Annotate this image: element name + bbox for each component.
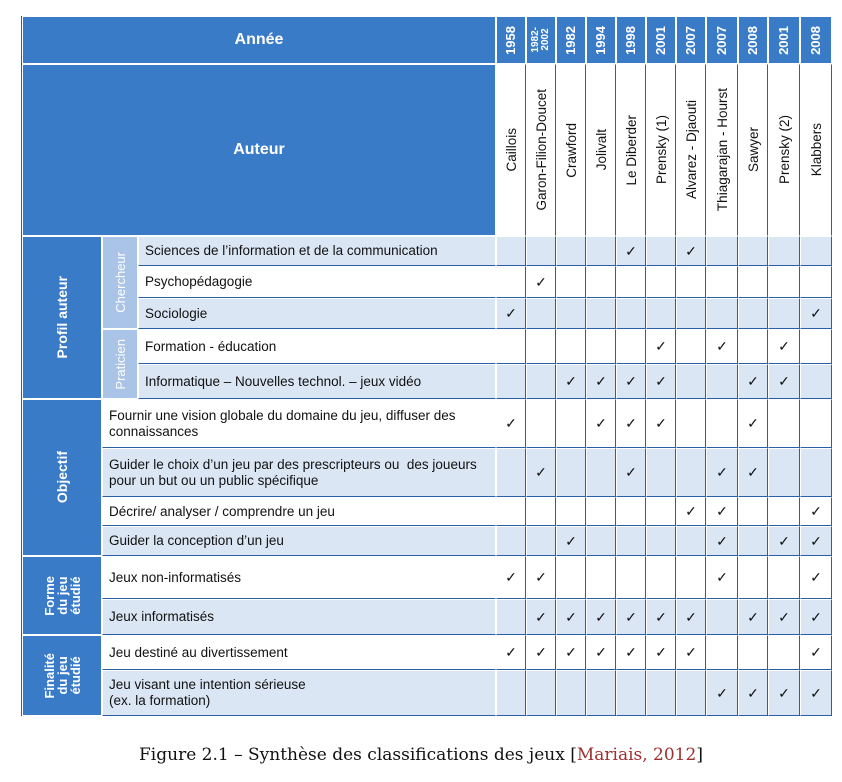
row-label-text: Fournir une vision globale du domaine du jeu, diffuser des connaissances [109, 407, 460, 439]
check-cell [706, 599, 738, 635]
author-column-header [768, 64, 800, 236]
check-cell [800, 526, 832, 556]
checkmark-icon: ✓ [655, 338, 667, 354]
checkmark-icon: ✓ [595, 415, 607, 431]
checkmark-icon: ✓ [535, 569, 547, 585]
check-cell [676, 635, 706, 670]
check-cell [586, 266, 616, 298]
check-cell [616, 448, 646, 497]
check-cell [768, 599, 800, 635]
check-cell [738, 399, 768, 448]
check-cell [586, 670, 616, 716]
checkmark-icon: ✓ [565, 608, 577, 625]
check-cell [738, 298, 768, 329]
row-label-text: Informatique – Nouvelles technol. – jeux vidéo [145, 373, 422, 389]
year-cell [616, 16, 646, 64]
check-cell [646, 599, 676, 635]
check-cell [496, 497, 526, 526]
row-label-text: Jeux non-informatisés [109, 569, 242, 585]
check-cell [586, 526, 616, 556]
checkmark-icon: ✓ [716, 684, 728, 701]
check-cell [738, 599, 768, 635]
check-cell [556, 635, 586, 670]
group-objectif-text: Objectif [53, 451, 70, 504]
year-text: 1958 [503, 25, 518, 55]
check-cell [556, 556, 586, 599]
checkmark-icon: ✓ [565, 532, 577, 549]
checkmark-icon: ✓ [565, 373, 577, 389]
checkmark-icon: ✓ [716, 338, 728, 354]
checkmark-icon: ✓ [535, 644, 547, 660]
author-name: Alvarez - Djaouti [683, 100, 699, 200]
figure-caption [0, 745, 842, 765]
caption-end: ] [696, 745, 703, 765]
year-text: 1982 [563, 25, 578, 55]
check-cell [800, 448, 832, 497]
check-cell [526, 329, 556, 364]
author-column-header [586, 64, 616, 236]
check-cell [676, 399, 706, 448]
year-header-label [22, 16, 496, 64]
check-cell [616, 364, 646, 399]
checkmark-icon: ✓ [655, 608, 667, 625]
author-name: Crawford [563, 122, 579, 178]
check-cell [706, 266, 738, 298]
check-cell [496, 329, 526, 364]
check-cell [706, 298, 738, 329]
row-label [102, 399, 496, 448]
checkmark-icon: ✓ [595, 644, 607, 660]
checkmark-icon: ✓ [505, 569, 517, 585]
check-cell [496, 236, 526, 266]
author-column-header [496, 64, 526, 236]
row-label [138, 364, 496, 399]
check-cell [616, 670, 646, 716]
author-name: Le Diberder [623, 114, 639, 186]
check-cell [738, 497, 768, 526]
year-cell [676, 16, 706, 64]
author-column-header [706, 64, 738, 236]
checkmark-icon: ✓ [747, 684, 759, 701]
year-cell [556, 16, 586, 64]
check-cell [616, 266, 646, 298]
year-text: 2007 [714, 25, 729, 55]
checkmark-icon: ✓ [810, 503, 822, 519]
check-cell [586, 497, 616, 526]
checkmark-icon: ✓ [625, 644, 637, 660]
check-cell [556, 670, 586, 716]
author-header-label [22, 64, 496, 236]
check-cell [496, 670, 526, 716]
check-cell [526, 670, 556, 716]
checkmark-icon: ✓ [505, 644, 517, 660]
checkmark-icon: ✓ [535, 273, 547, 290]
author-name: Garon-Filion-Doucet [533, 89, 549, 211]
check-cell [738, 364, 768, 399]
author-column-header [526, 64, 556, 236]
check-cell [646, 329, 676, 364]
checkmark-icon: ✓ [625, 608, 637, 625]
check-cell [646, 448, 676, 497]
check-cell [496, 635, 526, 670]
check-cell [800, 298, 832, 329]
check-cell [496, 448, 526, 497]
row-label-text: Jeux informatisés [109, 609, 215, 624]
author-name: Caillois [503, 128, 519, 172]
check-cell [496, 399, 526, 448]
year-text: 2001 [653, 25, 668, 55]
checkmark-icon: ✓ [655, 373, 667, 389]
row-label [138, 236, 496, 266]
check-cell [526, 556, 556, 599]
year-text: 1982- 2002 [530, 27, 551, 53]
check-cell [800, 670, 832, 716]
check-cell [676, 236, 706, 266]
check-cell [706, 526, 738, 556]
author-name: Prensky (2) [776, 115, 792, 185]
check-cell [526, 599, 556, 635]
check-cell [676, 448, 706, 497]
check-cell [738, 526, 768, 556]
check-cell [616, 329, 646, 364]
author-column-header [556, 64, 586, 236]
check-cell [496, 599, 526, 635]
check-cell [616, 635, 646, 670]
checkmark-icon: ✓ [810, 608, 822, 625]
checkmark-icon: ✓ [716, 532, 728, 549]
check-cell [706, 670, 738, 716]
check-cell [676, 298, 706, 329]
check-cell [616, 526, 646, 556]
check-cell [616, 298, 646, 329]
checkmark-icon: ✓ [535, 464, 547, 480]
year-text: 1998 [623, 25, 638, 55]
check-cell [616, 399, 646, 448]
row-label-text: Sociologie [145, 305, 208, 321]
subgroup-chercheur-text: Chercheur [112, 252, 128, 313]
check-cell [738, 236, 768, 266]
row-label [138, 329, 496, 364]
check-cell [586, 399, 616, 448]
check-cell [676, 266, 706, 298]
check-cell [646, 364, 676, 399]
year-text: 2001 [776, 25, 791, 55]
checkmark-icon: ✓ [685, 242, 697, 259]
check-cell [526, 236, 556, 266]
checkmark-icon: ✓ [716, 569, 728, 585]
check-cell [768, 670, 800, 716]
row-label [102, 599, 496, 635]
check-cell [526, 364, 556, 399]
check-cell [768, 448, 800, 497]
year-cell [496, 16, 526, 64]
year-text: 2008 [745, 25, 760, 55]
checkmark-icon: ✓ [716, 503, 728, 519]
check-cell [526, 266, 556, 298]
check-cell [496, 556, 526, 599]
author-column-header [616, 64, 646, 236]
check-cell [616, 497, 646, 526]
check-cell [556, 399, 586, 448]
checkmark-icon: ✓ [747, 464, 759, 480]
year-cell [526, 16, 556, 64]
group-profil-auteur-text: Profil auteur [53, 276, 70, 359]
check-cell [676, 329, 706, 364]
year-header-text: Année [234, 31, 284, 48]
check-cell [646, 266, 676, 298]
check-cell [646, 497, 676, 526]
check-cell [586, 556, 616, 599]
check-cell [768, 497, 800, 526]
year-cell [646, 16, 676, 64]
author-name: Klabbers [808, 123, 824, 177]
check-cell [586, 298, 616, 329]
checkmark-icon: ✓ [625, 415, 637, 431]
year-text: 1994 [593, 25, 608, 55]
check-cell [738, 448, 768, 497]
year-cell [586, 16, 616, 64]
check-cell [768, 266, 800, 298]
check-cell [526, 497, 556, 526]
year-text: 2007 [683, 25, 698, 55]
checkmark-icon: ✓ [747, 373, 759, 389]
checkmark-icon: ✓ [595, 608, 607, 625]
check-cell [676, 364, 706, 399]
check-cell [646, 556, 676, 599]
subgroup-praticien-text: Praticien [112, 338, 128, 390]
check-cell [646, 635, 676, 670]
check-cell [800, 399, 832, 448]
check-cell [646, 298, 676, 329]
check-cell [496, 266, 526, 298]
row-label [102, 448, 496, 497]
checkmark-icon: ✓ [505, 415, 517, 431]
check-cell [646, 399, 676, 448]
author-column-header [646, 64, 676, 236]
checkmark-icon: ✓ [625, 373, 637, 389]
check-cell [496, 364, 526, 399]
check-cell [800, 329, 832, 364]
check-cell [556, 497, 586, 526]
check-cell [768, 236, 800, 266]
row-label-text: Sciences de l’information et de la communication [145, 243, 438, 258]
check-cell [800, 556, 832, 599]
checkmark-icon: ✓ [685, 503, 697, 519]
checkmark-icon: ✓ [810, 532, 822, 549]
check-cell [556, 448, 586, 497]
check-cell [586, 236, 616, 266]
check-cell [738, 329, 768, 364]
caption-citation-link[interactable]: Mariais, 2012 [576, 745, 697, 765]
row-label-text: Jeu destiné au divertissement [109, 644, 288, 660]
check-cell [768, 364, 800, 399]
check-cell [676, 670, 706, 716]
check-cell [496, 298, 526, 329]
check-cell [616, 556, 646, 599]
check-cell [646, 236, 676, 266]
checkmark-icon: ✓ [778, 373, 790, 389]
checkmark-icon: ✓ [505, 305, 517, 321]
check-cell [706, 448, 738, 497]
check-cell [800, 599, 832, 635]
checkmark-icon: ✓ [747, 608, 759, 625]
author-column-header [800, 64, 832, 236]
check-cell [586, 329, 616, 364]
year-cell [768, 16, 800, 64]
row-label-text: Décrire/ analyser / comprendre un jeu [109, 503, 335, 519]
author-name: Thiagarajan - Hourst [714, 88, 730, 212]
check-cell [556, 599, 586, 635]
check-cell [586, 448, 616, 497]
row-label [102, 635, 496, 670]
row-label [102, 556, 496, 599]
group-finalite-du-jeu-text: Finalité du jeu étudié [41, 652, 83, 699]
year-cell [738, 16, 768, 64]
checkmark-icon: ✓ [747, 415, 759, 431]
check-cell [556, 236, 586, 266]
check-cell [526, 635, 556, 670]
author-name: Prensky (1) [653, 115, 669, 185]
check-cell [586, 599, 616, 635]
check-cell [616, 599, 646, 635]
row-label [102, 497, 496, 526]
check-cell [706, 556, 738, 599]
checkmark-icon: ✓ [810, 305, 822, 321]
group-forme-du-jeu-text: Forme du jeu étudié [41, 575, 83, 616]
check-cell [526, 526, 556, 556]
year-cell [706, 16, 738, 64]
year-cell [800, 16, 832, 64]
check-cell [768, 556, 800, 599]
check-cell [676, 599, 706, 635]
check-cell [738, 635, 768, 670]
check-cell [800, 497, 832, 526]
row-label-text: Formation - éducation [145, 338, 277, 354]
author-name: Sawyer [745, 127, 761, 173]
author-header-text: Auteur [233, 141, 285, 158]
checkmark-icon: ✓ [655, 415, 667, 431]
checkmark-icon: ✓ [810, 569, 822, 585]
row-label-text: Guider la conception d’un jeu [109, 533, 284, 548]
checkmark-icon: ✓ [778, 684, 790, 701]
checkmark-icon: ✓ [685, 608, 697, 625]
row-label [138, 298, 496, 329]
check-cell [556, 329, 586, 364]
check-cell [768, 526, 800, 556]
check-cell [800, 635, 832, 670]
check-cell [526, 298, 556, 329]
check-cell [676, 526, 706, 556]
check-cell [646, 670, 676, 716]
check-cell [768, 329, 800, 364]
checkmark-icon: ✓ [810, 644, 822, 660]
group-finalite-du-jeu [22, 635, 102, 716]
check-cell [706, 399, 738, 448]
check-cell [616, 236, 646, 266]
year-text: 2008 [808, 25, 823, 55]
checkmark-icon: ✓ [625, 242, 637, 259]
check-cell [768, 635, 800, 670]
check-cell [556, 298, 586, 329]
checkmark-icon: ✓ [685, 644, 697, 660]
author-name: Jolivalt [593, 129, 609, 171]
caption-text: Figure 2.1 – Synthèse des classifications des jeux [ [139, 745, 577, 765]
row-label [102, 670, 496, 716]
check-cell [676, 497, 706, 526]
group-objectif [22, 399, 102, 556]
checkmark-icon: ✓ [625, 464, 637, 480]
check-cell [706, 635, 738, 670]
check-cell [768, 298, 800, 329]
check-cell [706, 236, 738, 266]
group-profil-auteur [22, 236, 102, 399]
check-cell [706, 329, 738, 364]
author-column-header [738, 64, 768, 236]
check-cell [526, 399, 556, 448]
check-cell [706, 497, 738, 526]
check-cell [496, 526, 526, 556]
check-cell [586, 635, 616, 670]
checkmark-icon: ✓ [716, 464, 728, 480]
subgroup-praticien [102, 329, 138, 399]
check-cell [768, 399, 800, 448]
check-cell [738, 670, 768, 716]
check-cell [556, 526, 586, 556]
checkmark-icon: ✓ [535, 608, 547, 625]
checkmark-icon: ✓ [565, 644, 577, 660]
group-forme-du-jeu [22, 556, 102, 635]
checkmark-icon: ✓ [778, 532, 790, 549]
author-column-header [676, 64, 706, 236]
check-cell [800, 236, 832, 266]
check-cell [676, 556, 706, 599]
checkmark-icon: ✓ [778, 608, 790, 625]
check-cell [738, 266, 768, 298]
row-label [138, 266, 496, 298]
check-cell [556, 364, 586, 399]
check-cell [800, 266, 832, 298]
check-cell [646, 526, 676, 556]
check-cell [586, 364, 616, 399]
row-label [102, 526, 496, 556]
check-cell [556, 266, 586, 298]
check-cell [526, 448, 556, 497]
subgroup-chercheur [102, 236, 138, 329]
checkmark-icon: ✓ [778, 338, 790, 354]
checkmark-icon: ✓ [595, 373, 607, 389]
check-cell [800, 364, 832, 399]
checkmark-icon: ✓ [810, 684, 822, 701]
row-label-text: Psychopédagogie [145, 274, 253, 289]
checkmark-icon: ✓ [655, 644, 667, 660]
row-label-text: Jeu visant une intention sérieuse (ex. la formation) [109, 677, 306, 708]
check-cell [706, 364, 738, 399]
row-label-text: Guider le choix d’un jeu par des prescripteurs ou des joueurs pour un but ou un public spécifique [109, 456, 481, 488]
check-cell [738, 556, 768, 599]
